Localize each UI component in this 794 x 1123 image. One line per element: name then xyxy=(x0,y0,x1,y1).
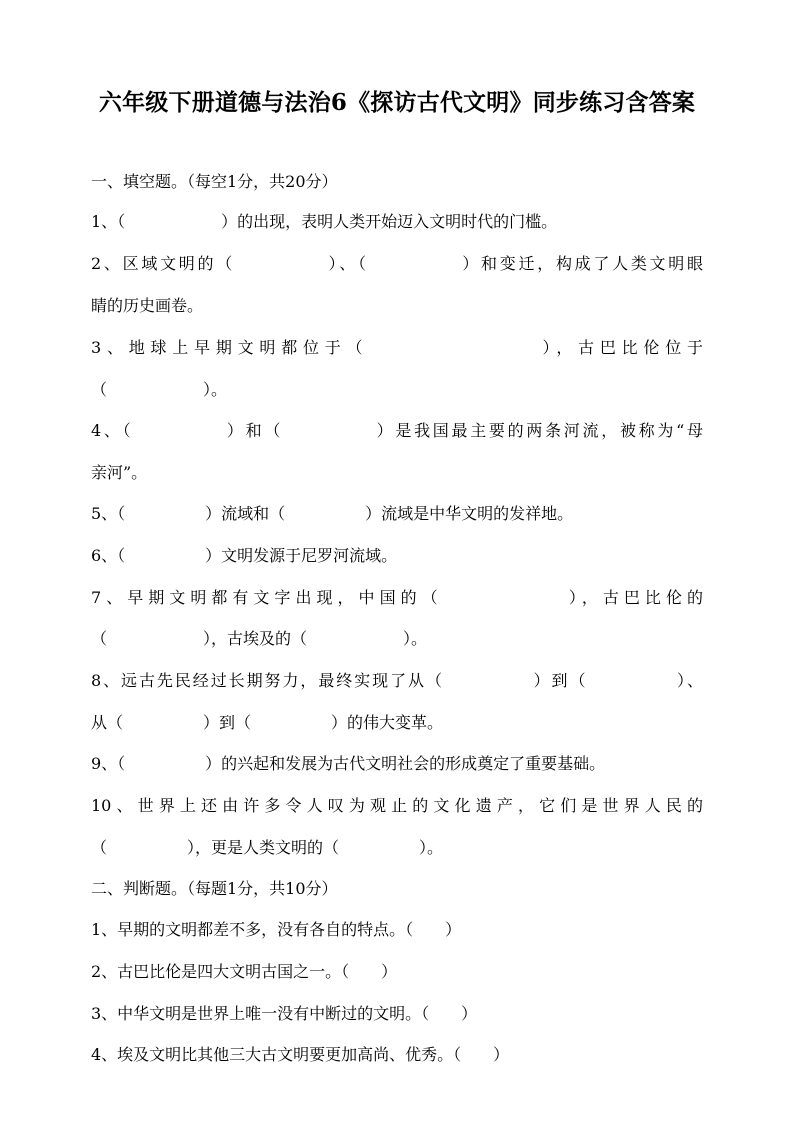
fill-question-8-line-1: 8、远古先民经过长期努力，最终实现了从（ ）到（ ）、 xyxy=(91,671,703,690)
fill-question-2-line-2: 睛的历史画卷。 xyxy=(91,296,204,315)
page-title: 六年级下册道德与法治6《探访古代文明》同步练习含答案 xyxy=(98,89,696,116)
fill-question-3-line-1: 3、地球上早期文明都位于（ ），古巴比伦位于 xyxy=(91,338,703,357)
section-heading-true-false: 二、判断题。（每题1分，共10分） xyxy=(91,879,338,898)
fill-question-7-line-1: 7、早期文明都有文字出现，中国的（ ），古巴比伦的 xyxy=(91,588,703,607)
tf-question-3: 3、中华文明是世界上唯一没有中断过的文明。（ ） xyxy=(91,1004,478,1023)
fill-question-10-line-1: 10、世界上还由许多令人叹为观止的文化遗产，它们是世界人民的 xyxy=(91,796,703,815)
fill-question-5: 5、（ ）流域和（ ）流域是中华文明的发祥地。 xyxy=(91,504,574,523)
tf-question-4: 4、埃及文明比其他三大古文明要更加高尚、优秀。（ ） xyxy=(91,1045,510,1064)
fill-question-9: 9、（ ）的兴起和发展为古代文明社会的形成奠定了重要基础。 xyxy=(91,754,606,773)
fill-question-6: 6、（ ）文明发源于尼罗河流域。 xyxy=(91,546,398,565)
fill-question-3-line-2: （ ）。 xyxy=(91,380,228,399)
fill-question-10-line-2: （ ），更是人类文明的（ ）。 xyxy=(91,838,444,857)
fill-question-1: 1、（ ）的出现，表明人类开始迈入文明时代的门槛。 xyxy=(91,212,558,231)
tf-question-1: 1、早期的文明都差不多，没有各自的特点。（ ） xyxy=(91,920,462,939)
fill-question-8-line-2: 从（ ）到（ ）的伟大变革。 xyxy=(91,713,444,732)
fill-question-7-line-2: （ ），古埃及的（ ）。 xyxy=(91,629,428,648)
section-heading-fill-in: 一、填空题。（每空1分，共20分） xyxy=(91,172,338,191)
fill-question-4-line-1: 4、（ ）和（ ）是我国最主要的两条河流，被称为“母 xyxy=(91,421,703,440)
tf-question-2: 2、古巴比伦是四大文明古国之一。（ ） xyxy=(91,962,398,981)
fill-question-4-line-2: 亲河”。 xyxy=(91,463,148,482)
fill-question-2-line-1: 2、区域文明的（ ）、（ ）和变迁，构成了人类文明眼 xyxy=(91,254,703,273)
